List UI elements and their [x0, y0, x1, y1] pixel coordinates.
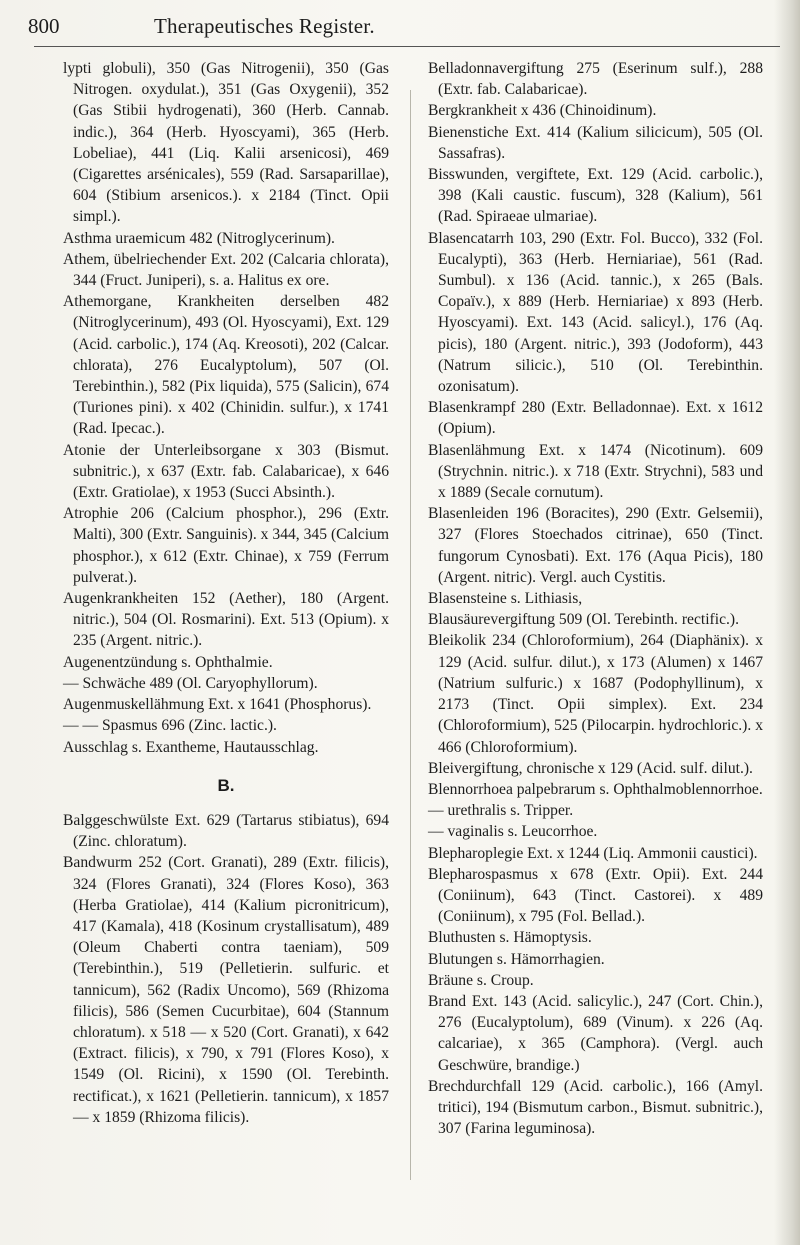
index-entry: Brand Ext. 143 (Acid. salicylic.), 247 (Cort. Chin.), 276 (Eucalyptolum), 689 (Vinum). x 226 (Aq. calcariae), x 365 (Camphora). (Vergl. auch Geschwüre, brandige.): [428, 992, 763, 1074]
index-entry: — — Spasmus 696 (Zinc. lactic.).: [63, 717, 277, 735]
page-title: Therapeutisches Register.: [154, 14, 375, 38]
header-rule: [34, 46, 780, 47]
section-letter-b: B.: [217, 775, 235, 795]
index-entry: Blepharospasmus x 678 (Extr. Opii). Ext. 244 (Coniinum), 643 (Tinct. Castorei). x 489 (Coniinum), x 795 (Fol. Bellad.).: [428, 865, 763, 926]
index-entry: — Schwäche 489 (Ol. Caryophyllorum).: [63, 674, 318, 692]
index-entry: Blennorrhoea palpebrarum s. Ophthalmoblennorrhoe.: [428, 780, 763, 798]
index-entry: Bienenstiche Ext. 414 (Kalium silicicum), 505 (Ol. Sassafras).: [428, 123, 763, 162]
index-entry: Athem, übelriechender Ext. 202 (Calcaria chlorata), 344 (Fruct. Juniperi), s. a. Halitus ex ore.: [63, 250, 389, 290]
index-entry: Blutungen s. Hämorrhagien.: [428, 950, 605, 968]
index-entry: Bluthusten s. Hämoptysis.: [428, 929, 592, 947]
index-entry: Augenentzündung s. Ophthalmie.: [63, 653, 273, 671]
index-entry: Bandwurm 252 (Cort. Granati), 289 (Extr. filicis), 324 (Flores Granati), 324 (Flores Koso), 363 (Herba Gratiolae), 414 (Kalium picronitricum), 417 (Kamala), 418 (Kosinum crystallisatum), 489 (Oleum Chaberti contra taeniam), 509 (Terebinthin.), 519 (Pelletierin. sulfuric. et tannicum), 562 (Radix Uncomo), 569 (Rhizoma filicis), 586 (Semen Cucurbitae), 604 (Stannum chloratum). x 518 — x 520 (Cort. Granati), x 642 (Extract. filicis), x 790, x 791 (Flores Koso), x 1549 (Ol. Ricini), x 1590 (Ol. Terebinth. rectificat.), x 1621 (Pelletierin. tannicum), x 1857 — x 1859 (Rhizoma filicis).: [63, 854, 389, 1126]
index-entry: Bleivergiftung, chronische x 129 (Acid. sulf. dilut.).: [428, 759, 753, 777]
index-entry: Brechdurchfall 129 (Acid. carbolic.), 166 (Amyl. tritici), 194 (Bismutum carbon., Bismut. subnitric.), 307 (Farina leguminosa).: [428, 1077, 763, 1138]
right-column: [428, 58, 763, 1139]
page-edge-shadow: [774, 0, 800, 1245]
index-entry: lypti globuli), 350 (Gas Nitrogenii), 350 (Gas Nitrogen. oxydulat.), 351 (Gas Oxygenii), 352 (Gas Stibii hydrogenati), 360 (Herb. Cannab. indic.), 364 (Herb. Hyoscyami), 365 (Herb. Lobeliae), 441 (Liq. Kalii arsenicosi), 469 (Cigarettes arsénicales), 559 (Rad. Sarsaparillae), 604 (Stibium arsenicos.). x 2184 (Tinct. Opii simpl.).: [63, 60, 389, 226]
index-entry: Blasenleiden 196 (Boracites), 290 (Extr. Gelsemii), 327 (Flores Stoechados citrinae), 650 (Tinct. fungorum Cynosbati). Ext. 176 (Aqua Picis), 180 (Argent. nitric). Vergl. auch Cystitis.: [428, 505, 763, 586]
index-entry: Atrophie 206 (Calcium phosphor.), 296 (Extr. Malti), 300 (Extr. Sanguinis). x 344, 345 (Calcium phosphor.), x 612 (Extr. Chinae), x 759 (Ferrum pulverat.).: [63, 505, 389, 586]
index-entry: Blausäurevergiftung 509 (Ol. Terebinth. rectific.).: [428, 611, 739, 629]
index-entry: Atonie der Unterleibsorgane x 303 (Bismut. subnitric.), x 637 (Extr. fab. Calabaricae), x 646 (Extr. Gratiolae), x 1953 (Succi Absinth.).: [63, 441, 389, 502]
index-entry: Belladonnavergiftung 275 (Eserinum sulf.), 288 (Extr. fab. Calabaricae).: [428, 60, 763, 99]
index-entry: Blasensteine s. Lithiasis,: [428, 590, 583, 608]
page-number: 800: [28, 14, 60, 38]
index-entry: Ausschlag s. Exantheme, Hautausschlag.: [63, 738, 319, 756]
index-entry: Augenkrankheiten 152 (Aether), 180 (Argent. nitric.), 504 (Ol. Rosmarini). Ext. 513 (Opium). x 235 (Argent. nitric.).: [63, 590, 389, 650]
index-entry: Blasenkrampf 280 (Extr. Belladonnae). Ext. x 1612 (Opium).: [428, 399, 763, 438]
index-entry: Athemorgane, Krankheiten derselben 482 (Nitroglycerinum), 493 (Ol. Hyoscyami), Ext. 129 (Acid. carbolic.), 174 (Aq. Kreosoti), 202 (Calcar. chlorata), 276 Eucalyptolum), 507 (Ol. Terebinthin.), 582 (Pix liquida), 575 (Salicin), 674 (Turiones pini). x 402 (Chinidin. sulfur.), x 1741 (Rad. Ipecac.).: [63, 293, 389, 438]
column-divider: [410, 90, 411, 1180]
index-entry: — vaginalis s. Leucorrhoe.: [428, 823, 598, 841]
index-entry: — urethralis s. Tripper.: [428, 802, 574, 820]
index-entry: Bisswunden, vergiftete, Ext. 129 (Acid. carbolic.), 398 (Kali caustic. fuscum), 328 (Kalium), 561 (Rad. Spiraeae ulmariae).: [428, 166, 763, 226]
index-entry: Balggeschwülste Ext. 629 (Tartarus stibiatus), 694 (Zinc. chloratum).: [63, 811, 389, 851]
index-entry: Blasenlähmung Ext. x 1474 (Nicotinum). 609 (Strychnin. nitric.). x 718 (Extr. Strychni), 583 und x 1889 (Secale cornutum).: [428, 441, 763, 502]
index-entry: Bleikolik 234 (Chloroformium), 264 (Diaphänix). x 129 (Acid. sulfur. dilut.), x 173 (Alumen) x 1467 (Natrium sulfuric.) x 1687 (Podophyllinum), x 2173 (Tinct. Opii simplex). Ext. 234 (Chloroformium), 525 (Pilocarpin. hydrochloric.). x 466 (Chloroformium).: [428, 632, 763, 756]
index-entry: Asthma uraemicum 482 (Nitroglycerinum).: [63, 229, 335, 247]
index-entry: Augenmuskellähmung Ext. x 1641 (Phosphorus).: [63, 696, 372, 714]
left-column: [63, 58, 389, 1128]
index-entry: Bergkrankheit x 436 (Chinoidinum).: [428, 102, 657, 120]
index-entry: Blasencatarrh 103, 290 (Extr. Fol. Bucco), 332 (Fol. Eucalypti), 363 (Herb. Herniariae), 561 (Rad. Sumbul). x 136 (Acid. tannic.), x 265 (Bals. Copaïv.), x 889 (Herb. Herniariae) x 893 (Herb. Hyoscyami). Ext. 143 (Acid. salicyl.), 176 (Aq. picis), 180 (Argent. nitric.), 393 (Jodoform), 443 (Natrum silicic.), 510 (Ol. Terebinthin. ozonisatum).: [428, 229, 763, 396]
index-entry: Bräune s. Croup.: [428, 971, 534, 989]
index-entry: Blepharoplegie Ext. x 1244 (Liq. Ammonii caustici).: [428, 844, 758, 862]
